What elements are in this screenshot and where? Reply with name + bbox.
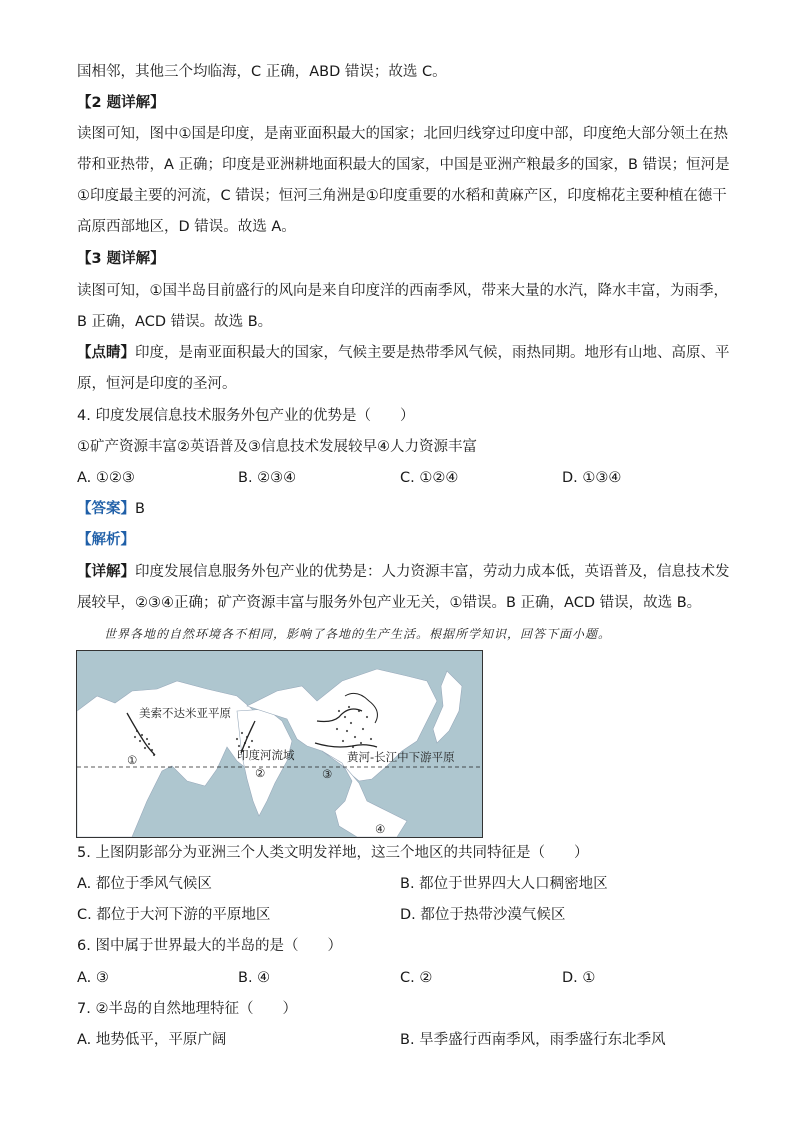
q5-option-d[interactable]: D. 都位于热带沙漠气候区 (400, 907, 566, 923)
answer-label: 【答案】 (77, 501, 135, 517)
dianjing-para-1 (77, 343, 730, 363)
marker-1: ① (127, 753, 138, 767)
q3-para-1: 读图可知，①国半岛目前盛行的风向是来自印度洋的西南季风，带来大量的水汽，降水丰富，为雨季， (77, 283, 728, 299)
q4-option-b[interactable]: B. ②③④ (238, 470, 297, 486)
analysis-label: 【解析】 (77, 532, 135, 548)
dianjing-text: 印度，是南亚面积最大的国家，气候主要是热带季风气候，雨热同期。地形有山地、高原、平 (135, 345, 730, 361)
land-india (237, 709, 292, 816)
q3-detail-header: 【3 题详解】 (77, 251, 165, 267)
answer-line (77, 499, 145, 519)
question-4: 4. 印度发展信息技术服务外包产业的优势是（ ） (77, 408, 415, 424)
q5-option-c[interactable]: C. 都位于大河下游的平原地区 (77, 907, 271, 923)
question-5: 5. 上图阴影部分为亚洲三个人类文明发祥地，这三个地区的共同特征是（ ） (77, 845, 589, 861)
q7-option-a[interactable]: A. 地势低平，平原广阔 (77, 1032, 227, 1048)
q2-detail-header: 【2 题详解】 (77, 95, 165, 111)
q6-option-d[interactable]: D. ① (562, 970, 596, 986)
q2-para-3: ①印度最主要的河流，C 错误；恒河三角洲是①印度重要的水稻和黄麻产区，印度棉花主要种植在德干 (77, 188, 727, 204)
question-7: 7. ②半岛的自然地理特征（ ） (77, 1001, 297, 1017)
question-4-items: ①矿产资源丰富②英语普及③信息技术发展较早④人力资源丰富 (77, 439, 477, 455)
label-mesopotamia: 美索不达米亚平原 (139, 706, 231, 720)
q4-option-a[interactable]: A. ①②③ (77, 470, 135, 486)
q6-option-b[interactable]: B. ④ (238, 970, 271, 986)
marker-2: ② (255, 766, 266, 780)
q4-option-c[interactable]: C. ①②④ (400, 470, 459, 486)
marker-3: ③ (322, 767, 333, 781)
q4-option-d[interactable]: D. ①③④ (562, 470, 622, 486)
q2-para-1: 读图可知，图中①国是印度，是南亚面积最大的国家；北回归线穿过印度中部，印度绝大部分领土在热 (77, 126, 728, 142)
xiangjie-para-1 (77, 562, 730, 582)
xiangjie-para-2: 展较早，②③④正确；矿产资源丰富与服务外包产业无关，①错误。B 正确，ACD 错误，故选 B。 (77, 595, 702, 611)
label-yellow-yangtze: 黄河-长江中下游平原 (347, 750, 455, 764)
q5-option-a[interactable]: A. 都位于季风气候区 (77, 876, 212, 892)
answer-value: B (135, 501, 145, 517)
land-japan (433, 671, 462, 743)
xiangjie-label: 【详解】 (77, 564, 135, 580)
q6-option-a[interactable]: A. ③ (77, 970, 109, 986)
dianjing-para-2: 原，恒河是印度的圣河。 (77, 376, 237, 392)
map-svg (77, 651, 482, 837)
q3-para-2: B 正确，ACD 错误。故选 B。 (77, 314, 273, 330)
label-indus: 印度河流域 (237, 748, 295, 762)
q5-option-b[interactable]: B. 都位于世界四大人口稠密地区 (400, 876, 608, 892)
q7-option-b[interactable]: B. 旱季盛行西南季风，雨季盛行东北季风 (400, 1032, 666, 1048)
q2-para-2: 带和亚热带，A 正确；印度是亚洲耕地面积最大的国家，中国是亚洲产粮最多的国家，B 错误；恒河是 (77, 157, 730, 173)
line-1: 国相邻，其他三个均临海，C 正确，ABD 错误；故选 C。 (77, 64, 447, 80)
asia-map (76, 650, 483, 838)
q2-para-4: 高原西部地区，D 错误。故选 A。 (77, 219, 296, 235)
handwritten-note: 世界各地的自然环境各不相同，影响了各地的生产生活。根据所学知识，回答下面小题。 (104, 627, 612, 641)
q6-option-c[interactable]: C. ② (400, 970, 433, 986)
xiangjie-text: 印度发展信息服务外包产业的优势是：人力资源丰富，劳动力成本低，英语普及，信息技术发 (135, 564, 730, 580)
dianjing-label: 【点睛】 (77, 345, 135, 361)
marker-4: ④ (375, 822, 386, 836)
question-6: 6. 图中属于世界最大的半岛的是（ ） (77, 938, 342, 954)
land-west-asia-africa (77, 681, 262, 837)
